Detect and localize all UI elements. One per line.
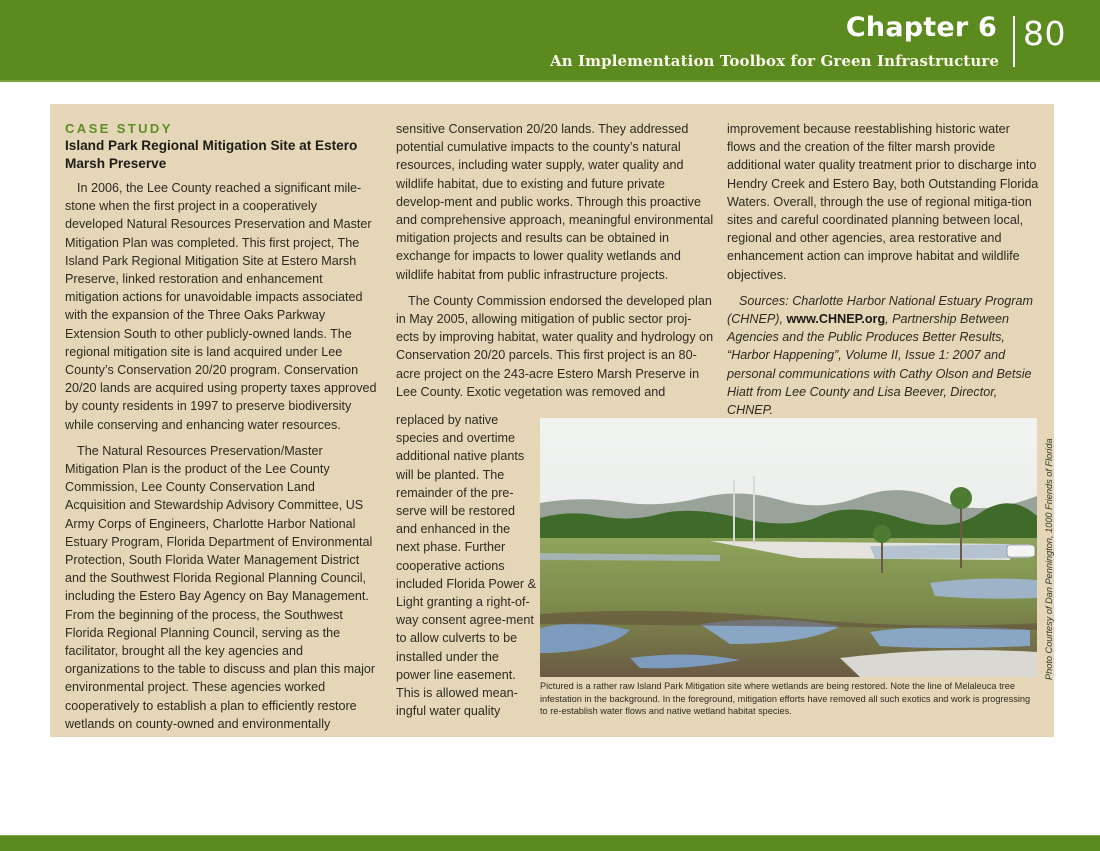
- footer-bar: [0, 835, 1100, 851]
- paragraph: improvement because reestablishing historic water flows and the creation of the filter marsh provide additional water quality treatment prior to discharge into Hendry Creek and Estero Bay, both Outstanding Florida Waters. Overall, through the use of regional mitiga-tion sites and careful coordinated planning between local, regional and other agencies, area restorative and enhancement action can improve habitat and wildlife objectives.: [727, 122, 1039, 282]
- water-pool: [870, 626, 1030, 648]
- palm-crown: [950, 487, 972, 509]
- sources-paragraph: [727, 292, 1039, 419]
- paragraph: The County Commission endorsed the developed plan in May 2005, allowing mitigation of public sector proj-ects by improving habitat, water quality and hydrology on Conservation 20/20 parcels. This first project is an 80-acre project on the 243-acre Estero Marsh Preserve in Lee County. Exotic vegetation was removed and: [396, 293, 714, 399]
- chapter-subtitle: An Implementation Toolbox for Green Infrastructure: [549, 52, 999, 70]
- palm-crown: [873, 525, 891, 543]
- chapter-title: Chapter 6: [845, 12, 997, 43]
- water-pond: [930, 579, 1037, 599]
- water-pond-right: [870, 544, 1030, 559]
- paragraph: The Natural Resources Preservation/Master Mitigation Plan is the product of the Lee County Commission, Lee County Conservation Land Acquisition and Stewardship Advisory Committee, US Army Corps of Engineers, Charlotte Harbor National Estuary Program, Florida Department of Environmental Protection, South Florida Water Management District and the Southwest Florida Regional Planning Council, including the Estero Bay Agency on Bay Management. From the beginning of the process, the Southwest Florida Regional Planning Council, serving as the facilitator, brought all the key agencies and organizations to the table to discuss and plan this major environmental project. These agencies worked cooperatively to establish a plan to efficiently restore wetlands on county-owned and environmentally: [65, 443, 376, 731]
- chapter-header-bar: [0, 0, 1100, 82]
- paragraph: sensitive Conservation 20/20 lands. They addressed potential cumulative impacts to the county’s natural resources, including water supply, water quality and wildlife habitat, due to existing and future private develop-ment and public works. Through this proactive and comprehensive approach, meaningful environmental mitigation projects and results can be obtained in exchange for impacts to lower quality wetlands and wildlife habitat from public infrastructure projects.: [396, 122, 714, 282]
- wetland-photo-illustration: [540, 418, 1037, 677]
- header-divider: [1013, 16, 1015, 67]
- sources-prefix: Sources: Charlotte Harbor National Estuary Program (CHNEP),: [727, 293, 1033, 327]
- column-2: [396, 120, 714, 401]
- paragraph: In 2006, the Lee County reached a significant mile-stone when the first project in a cooperatively developed Natural Resources Preservation and Master Mitigation Plan was completed. This first project, The Island Park Regional Mitigation Site at Estero Marsh Preserve, linked restoration and enhancement mitigation actions for unavoidable impacts associated with the expansion of the Three Oaks Parkway Extension South to other publicly-owned lands. The regional mitigation site is land acquired under Lee County’s Conservation 20/20 program. Conservation 20/20 lands are acquired using property taxes approved by county residents in 1997 to preserve biodiversity while conserving and enhancing water resources.: [65, 181, 377, 432]
- paragraph: replaced by native species and overtime additional native plants will be planted. The remainder of the pre-serve will be restored and enhanced in the next phase. Further cooperative actions included Florida Power & Light granting a right-of-way consent agree-ment to allow culverts to be installed under the power line easement. This is allowed mean-ingful water quality: [396, 413, 537, 719]
- photo-caption: Pictured is a rather raw Island Park Mitigation site where wetlands are being restored. Note the line of Melaleuca tree infestation in the background. In the foreground, mitigation efforts have removed all such exotics and work is progressing to re-establish water flows and native wetland habitat species.: [540, 681, 1031, 717]
- paragraph-wrap-continuation: [396, 411, 536, 720]
- column-1: [65, 120, 377, 733]
- column-3: [727, 120, 1039, 419]
- white-vehicle: [1007, 545, 1035, 557]
- chnep-link[interactable]: www.CHNEP.org: [786, 312, 886, 327]
- wetland-photo: [540, 418, 1037, 677]
- photo-credit: Photo Courtesy of Dan Pennington, 1000 Friends of Florida: [1044, 438, 1054, 680]
- page-number: 80: [1023, 14, 1066, 53]
- case-study-title: Island Park Regional Mitigation Site at Estero Marsh Preserve: [65, 138, 358, 171]
- sources-suffix: , Partnership Between Agencies and the Public Produces Better Results, “Harbor Happening”, Volume II, Issue 1: 2007 and personal communications with Cathy Olson and Betsie Hiatt from Lee County and Lisa Beever, Director, CHNEP.: [727, 312, 1032, 418]
- case-study-label: CASE STUDY: [65, 121, 173, 136]
